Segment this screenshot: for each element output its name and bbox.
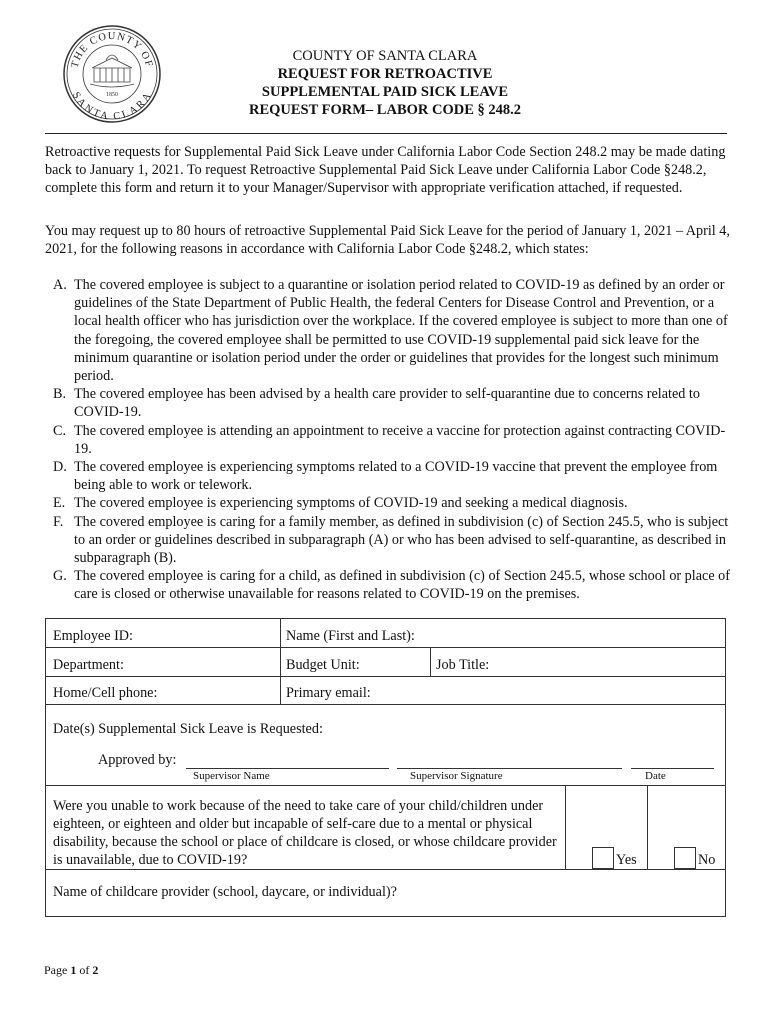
job-title-label: Job Title: bbox=[436, 657, 490, 673]
childcare-question: Were you unable to work because of the need to take care of your child/children under eighteen, or eighteen and older but incapable of self-care due to a mental or physical disability, because the school or place of childcare is closed, or whose childcare provider is unavailable, due to COVID-19? bbox=[53, 798, 557, 868]
reason-item bbox=[45, 513, 730, 568]
approved-by-label: Approved by: bbox=[98, 752, 177, 768]
reason-text: The covered employee is caring for a child, as defined in subdivision (c) of Section 245.5, whose school or place of care is closed or otherwise unavailable for reasons related to COVID-19 on the premises. bbox=[74, 568, 730, 603]
page-word: Page bbox=[44, 963, 68, 977]
reason-text: The covered employee is subject to a quarantine or isolation period related to COVID-19 as defined by an order or guidelines of the State Department of Public Health, the federal Centers for Disease Control and Prevention, or a local health officer who has jurisdiction over the workplace. If the covered employee is subject to more than one of the foregoing, the covered employee shall be permitted to use COVID-19 supplemental paid sick leave for the minimum quarantine or isolation period under the order or guidelines that provides for the longest such minimum period. bbox=[74, 277, 728, 385]
job-title-field[interactable] bbox=[431, 648, 725, 676]
seal-top-text: THE COUNTY OF bbox=[69, 30, 155, 70]
reason-item bbox=[45, 385, 730, 421]
page-footer bbox=[44, 963, 98, 978]
reason-letter: G. bbox=[53, 568, 67, 585]
header-title-line2: SUPPLEMENTAL PAID SICK LEAVE bbox=[261, 84, 509, 100]
reasons-list bbox=[45, 276, 730, 604]
reason-text: The covered employee is attending an appointment to receive a vaccine for protection against contracting COVID-19. bbox=[74, 422, 726, 457]
header-title-line3: REQUEST FORM– LABOR CODE § 248.2 bbox=[248, 102, 522, 118]
supervisor-name-line[interactable] bbox=[186, 768, 389, 769]
reason-item bbox=[45, 422, 730, 458]
supervisor-signature-caption: Supervisor Signature bbox=[410, 770, 503, 782]
yes-checkbox[interactable] bbox=[592, 847, 614, 869]
reason-text: The covered employee is experiencing symptoms of COVID-19 and seeking a medical diagnosis. bbox=[74, 495, 628, 512]
budget-unit-field[interactable] bbox=[281, 648, 430, 676]
reason-letter: A. bbox=[53, 277, 67, 293]
department-field[interactable] bbox=[46, 648, 280, 676]
date-caption: Date bbox=[645, 770, 666, 782]
page-total: 2 bbox=[92, 963, 99, 977]
approval-date-line[interactable] bbox=[631, 768, 714, 769]
department-label: Department: bbox=[53, 657, 124, 673]
reason-text: The covered employee is experiencing symptoms related to a COVID-19 vaccine that prevent the employee from being able to work or telework. bbox=[74, 459, 718, 494]
page-current: 1 bbox=[70, 963, 77, 977]
reason-letter: B. bbox=[53, 386, 67, 403]
reason-item bbox=[45, 494, 730, 512]
reason-item bbox=[45, 276, 730, 385]
dates-requested-field[interactable] bbox=[346, 711, 716, 737]
no-label: No bbox=[698, 852, 716, 868]
reason-letter: C. bbox=[53, 422, 67, 439]
reason-letter: F. bbox=[53, 513, 64, 530]
county-seal bbox=[62, 24, 162, 124]
seal-year: 1850 bbox=[106, 92, 118, 98]
name-field[interactable] bbox=[281, 619, 725, 647]
budget-unit-label: Budget Unit: bbox=[286, 657, 360, 673]
yes-label: Yes bbox=[616, 852, 637, 868]
reason-letter: E. bbox=[53, 495, 66, 512]
phone-field[interactable] bbox=[46, 677, 280, 704]
document-header bbox=[180, 47, 590, 119]
of-word: of bbox=[79, 963, 90, 977]
phone-label: Home/Cell phone: bbox=[53, 685, 158, 701]
employee-id-label: Employee ID: bbox=[53, 628, 133, 644]
form-col-divider bbox=[647, 785, 648, 869]
form-row-divider bbox=[46, 869, 725, 870]
email-label: Primary email: bbox=[286, 685, 371, 701]
supervisor-signature-line[interactable] bbox=[397, 768, 622, 769]
name-label: Name (First and Last): bbox=[286, 628, 415, 644]
request-form bbox=[45, 618, 726, 917]
no-checkbox[interactable] bbox=[674, 847, 696, 869]
form-row-divider bbox=[46, 704, 725, 705]
header-divider bbox=[45, 133, 727, 134]
intro-paragraph: Retroactive requests for Supplemental Paid Sick Leave under California Labor Code Section 248.2 may be made dating back to January 1, 2021. To request Retroactive Supplemental Paid Sick Leave under California Labor Code §248.2, complete this form and return it to your Manager/Supervisor with appropriate verification attached, if requested. bbox=[45, 144, 726, 197]
header-title-line1: REQUEST FOR RETROACTIVE bbox=[277, 66, 493, 82]
reason-text: The covered employee is caring for a family member, as defined in subdivision (c) of Section 245.5, who is subject to an order or guidelines described in subparagraph (A) or who has been advised to self-quarantine, as described in subparagraph (B). bbox=[74, 513, 729, 567]
reason-letter: D. bbox=[53, 459, 67, 476]
dates-requested-label: Date(s) Supplemental Sick Leave is Requested: bbox=[53, 721, 323, 737]
reason-text: The covered employee has been advised by a health care provider to self-quarantine due to concerns related to COVID-19. bbox=[74, 386, 700, 421]
email-field[interactable] bbox=[281, 677, 725, 704]
reason-item bbox=[45, 567, 730, 603]
form-row-divider bbox=[46, 785, 725, 786]
seal-bottom-text: SANTA CLARA bbox=[69, 90, 155, 123]
childcare-provider-label: Name of childcare provider (school, daycare, or individual)? bbox=[53, 884, 397, 900]
header-county: COUNTY OF SANTA CLARA bbox=[292, 48, 478, 64]
childcare-provider-field[interactable] bbox=[446, 875, 716, 909]
reason-item bbox=[45, 458, 730, 494]
employee-id-field[interactable] bbox=[46, 619, 280, 647]
supervisor-name-caption: Supervisor Name bbox=[193, 770, 270, 782]
form-col-divider bbox=[565, 785, 566, 869]
eligibility-paragraph: You may request up to 80 hours of retroactive Supplemental Paid Sick Leave for the period of January 1, 2021 – April 4, 2021, for the following reasons in accordance with California Labor Code §248.2, which states: bbox=[45, 223, 730, 258]
